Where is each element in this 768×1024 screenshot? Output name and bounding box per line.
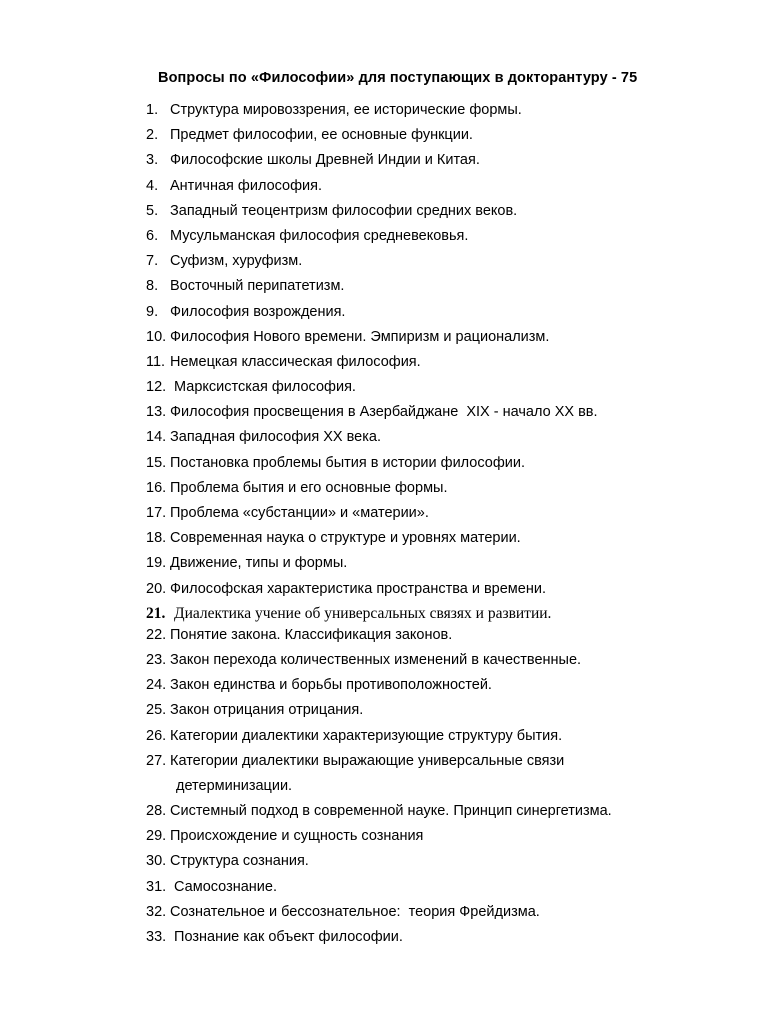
item-text: Проблема бытия и его основные формы.: [170, 479, 448, 496]
item-number: 8.: [146, 278, 159, 295]
item-number: 30.: [146, 853, 167, 870]
item-text: Самосознание.: [170, 878, 277, 895]
item-number: 17.: [146, 505, 167, 521]
list-item: [146, 926, 612, 951]
item-text-line: Категории диалектики выражающие универсальные связи: [170, 752, 565, 769]
item-number: 5.: [146, 202, 159, 219]
list-item: [146, 725, 612, 750]
list-item: [146, 326, 612, 351]
item-number: 9.: [146, 303, 159, 320]
list-item: [146, 225, 612, 250]
list-item: [146, 149, 612, 174]
list-item: [146, 674, 612, 699]
item-text: Структура мировоззрения, ее исторические формы.: [170, 102, 522, 118]
list-item: [146, 401, 612, 426]
list-item: [146, 99, 612, 124]
item-number: 19.: [146, 555, 167, 572]
item-text: Современная наука о структуре и уровнях материи.: [170, 530, 521, 547]
item-text: Западный теоцентризм философии средних веков.: [170, 202, 518, 219]
item-text: Постановка проблемы бытия в истории философии.: [170, 454, 526, 471]
list-item: [146, 552, 612, 577]
item-text: Восточный перипатетизм.: [170, 278, 345, 295]
item-text: Немецкая классическая философия.: [170, 353, 421, 370]
list-item: [146, 649, 612, 674]
item-text: Античная философия.: [170, 177, 323, 194]
item-text: Сознательное и бессознательное: теория Фрейдизма.: [170, 903, 540, 920]
item-number: 7.: [146, 253, 159, 270]
list-item: [146, 124, 612, 149]
list-item: [146, 452, 612, 477]
list-item: [146, 426, 612, 451]
item-number: 18.: [146, 530, 167, 547]
item-number: 13.: [146, 404, 167, 421]
item-number: 15.: [146, 454, 167, 471]
item-text: Закон отрицания отрицания.: [170, 702, 364, 719]
item-text: Предмет философии, ее основные функции.: [170, 127, 473, 144]
list-item: [146, 825, 612, 850]
item-text: Понятие закона. Классификация законов.: [170, 626, 453, 643]
item-number: 21.: [146, 604, 166, 622]
list-item: [146, 624, 612, 649]
list-item: [146, 699, 612, 724]
item-number: 16.: [146, 479, 167, 496]
list-item: [146, 850, 612, 875]
item-number: 10.: [146, 328, 167, 345]
item-text: Системный подход в современной науке. Принцип синергетизма.: [170, 803, 612, 820]
list-item: [146, 175, 612, 200]
list-item: [146, 901, 612, 926]
list-item: [146, 301, 612, 326]
item-text: [170, 749, 564, 800]
item-text: Марксистская философия.: [170, 379, 356, 396]
item-number: 33.: [146, 929, 167, 946]
item-number: 32.: [146, 903, 167, 920]
item-text: Мусульманская философия средневековья.: [170, 227, 469, 244]
list-item: [146, 275, 612, 300]
item-text: Западная философия XX века.: [170, 429, 381, 446]
item-number: 22.: [146, 626, 167, 643]
item-text: Категории диалектики характеризующие структуру бытия.: [170, 727, 563, 744]
list-item: [146, 527, 612, 552]
item-text-continuation: детерминизации.: [176, 777, 293, 794]
item-text: Диалектика учение об универсальных связях и развитии.: [174, 604, 552, 622]
document-title: Вопросы по «Философии» для поступающих в докторантуру - 75: [158, 70, 638, 86]
list-item: [146, 250, 612, 275]
question-list: [146, 99, 612, 951]
list-item: [146, 876, 612, 901]
item-number: 14.: [146, 429, 167, 446]
list-item: [146, 351, 612, 376]
item-number: 11.: [146, 353, 166, 370]
item-number: 1.: [146, 102, 159, 118]
item-text: Движение, типы и формы.: [170, 555, 348, 572]
item-text: Проблема «субстанции» и «материи».: [170, 505, 429, 521]
item-number: 3.: [146, 152, 159, 169]
item-text: Философия возрождения.: [170, 303, 346, 320]
item-number: 12.: [146, 379, 167, 396]
item-text: Суфизм, хуруфизм.: [170, 253, 303, 270]
list-item: [146, 376, 612, 401]
list-item: [146, 477, 612, 502]
item-text: Познание как объект философии.: [170, 929, 403, 946]
list-item: [146, 200, 612, 225]
item-number: 23.: [146, 651, 167, 668]
item-number: 25.: [146, 702, 167, 719]
list-item: [146, 603, 612, 624]
item-number: 27.: [146, 752, 167, 769]
list-item: [146, 800, 612, 825]
item-text: Философские школы Древней Индии и Китая.: [170, 152, 480, 169]
item-text: Происхождение и сущность сознания: [170, 828, 424, 845]
item-text: Структура сознания.: [170, 853, 309, 870]
item-text: Философия просвещения в Азербайджане XIX - начало XX вв.: [170, 404, 598, 421]
item-number: 6.: [146, 227, 159, 244]
item-number: 26.: [146, 727, 167, 744]
item-number: 24.: [146, 677, 167, 694]
list-item: [146, 578, 612, 603]
item-text: Закон единства и борьбы противоположностей.: [170, 677, 492, 694]
item-number: 20.: [146, 580, 167, 597]
item-number: 31.: [146, 878, 167, 895]
item-number: 4.: [146, 177, 159, 194]
list-item: [146, 502, 612, 527]
item-number: 29.: [146, 828, 167, 845]
item-number: 28.: [146, 803, 167, 820]
item-text: Закон перехода количественных изменений в качественные.: [170, 651, 582, 668]
item-text: Философская характеристика пространства и времени.: [170, 580, 546, 597]
item-text: Философия Нового времени. Эмпиризм и рационализм.: [170, 328, 550, 345]
list-item: [146, 750, 612, 800]
item-number: 2.: [146, 127, 159, 144]
